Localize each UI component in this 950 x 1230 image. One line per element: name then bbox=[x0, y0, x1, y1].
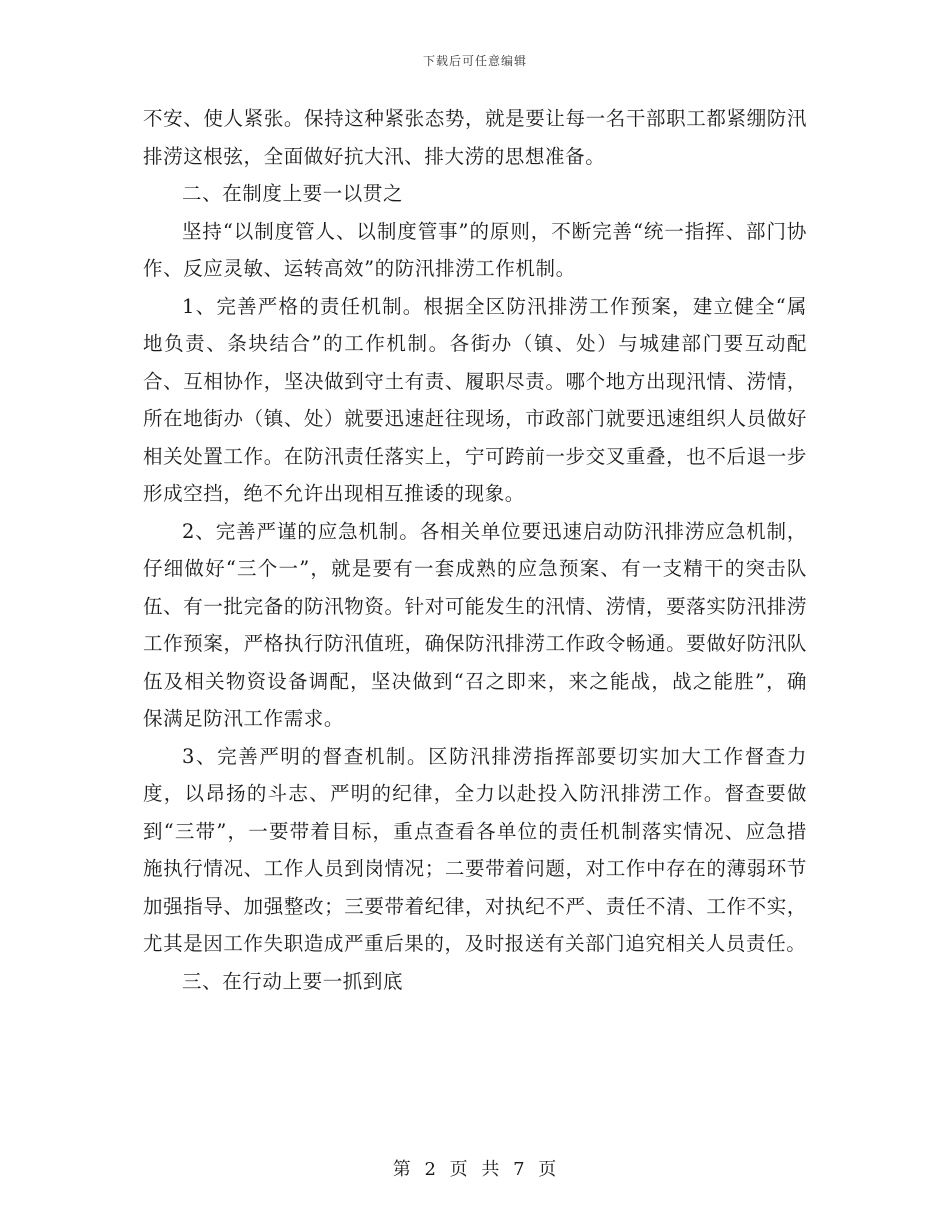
paragraph-item-1: 1、完善严格的责任机制。根据全区防汛排涝工作预案，建立健全“属地负责、条块结合”的工作机制。各街办（镇、处）与城建部门要互动配合、互相协作，坚决做到守土有责、履职尽责。哪个地方出现汛情、涝情，所在地街办（镇、处）就要迅速赶往现场，市政部门就要迅速组织人员做好相关处置工作。在防汛责任落实上，宁可跨前一步交叉重叠，也不后退一步形成空挡，绝不允许出现相互推诿的现象。 bbox=[143, 294, 807, 505]
paragraph-item-3: 3、完善严明的督查机制。区防汛排涝指挥部要切实加大工作督查力度，以昂扬的斗志、严明的纪律，全力以赴投入防汛排涝工作。督查要做到“三带”，一要带着目标，重点查看各单位的责任机制落实情况、应急措施执行情况、工作人员到岗情况；二要带着问题，对工作中存在的薄弱环节加强指导、加强整改；三要带着纪律，对执纪不严、责任不清、工作不实，尤其是因工作失职造成严重后果的，及时报送有关部门追究相关人员责任。 bbox=[143, 744, 807, 955]
paragraph-principle: 坚持“以制度管人、以制度管事”的原则，不断完善“统一指挥、部门协作、反应灵敏、运转高效”的防汛排涝工作机制。 bbox=[143, 219, 807, 280]
document-body bbox=[143, 100, 807, 1000]
page-number-footer: 第 2 页 共 7 页 bbox=[392, 1159, 558, 1180]
page-header: 下载后可任意编辑 bbox=[422, 54, 527, 68]
paragraph-continued: 不安、使人紧张。保持这种紧张态势，就是要让每一名干部职工都紧绷防汛排涝这根弦，全面做好抗大汛、排大涝的思想准备。 bbox=[143, 107, 807, 168]
section-heading-2: 二、在制度上要一以贯之 bbox=[182, 182, 404, 205]
paragraph-item-2: 2、完善严谨的应急机制。各相关单位要迅速启动防汛排涝应急机制，仔细做好“三个一”，就是要有一套成熟的应急预案、有一支精干的突击队伍、有一批完备的防汛物资。针对可能发生的汛情、涝情，要落实防汛排涝工作预案，严格执行防汛值班，确保防汛排涝工作政令畅通。要做好防汛队伍及相关物资设备调配，坚决做到“召之即来，来之能战，战之能胜”，确保满足防汛工作需求。 bbox=[143, 519, 807, 730]
section-heading-3: 三、在行动上要一抓到底 bbox=[182, 969, 404, 993]
